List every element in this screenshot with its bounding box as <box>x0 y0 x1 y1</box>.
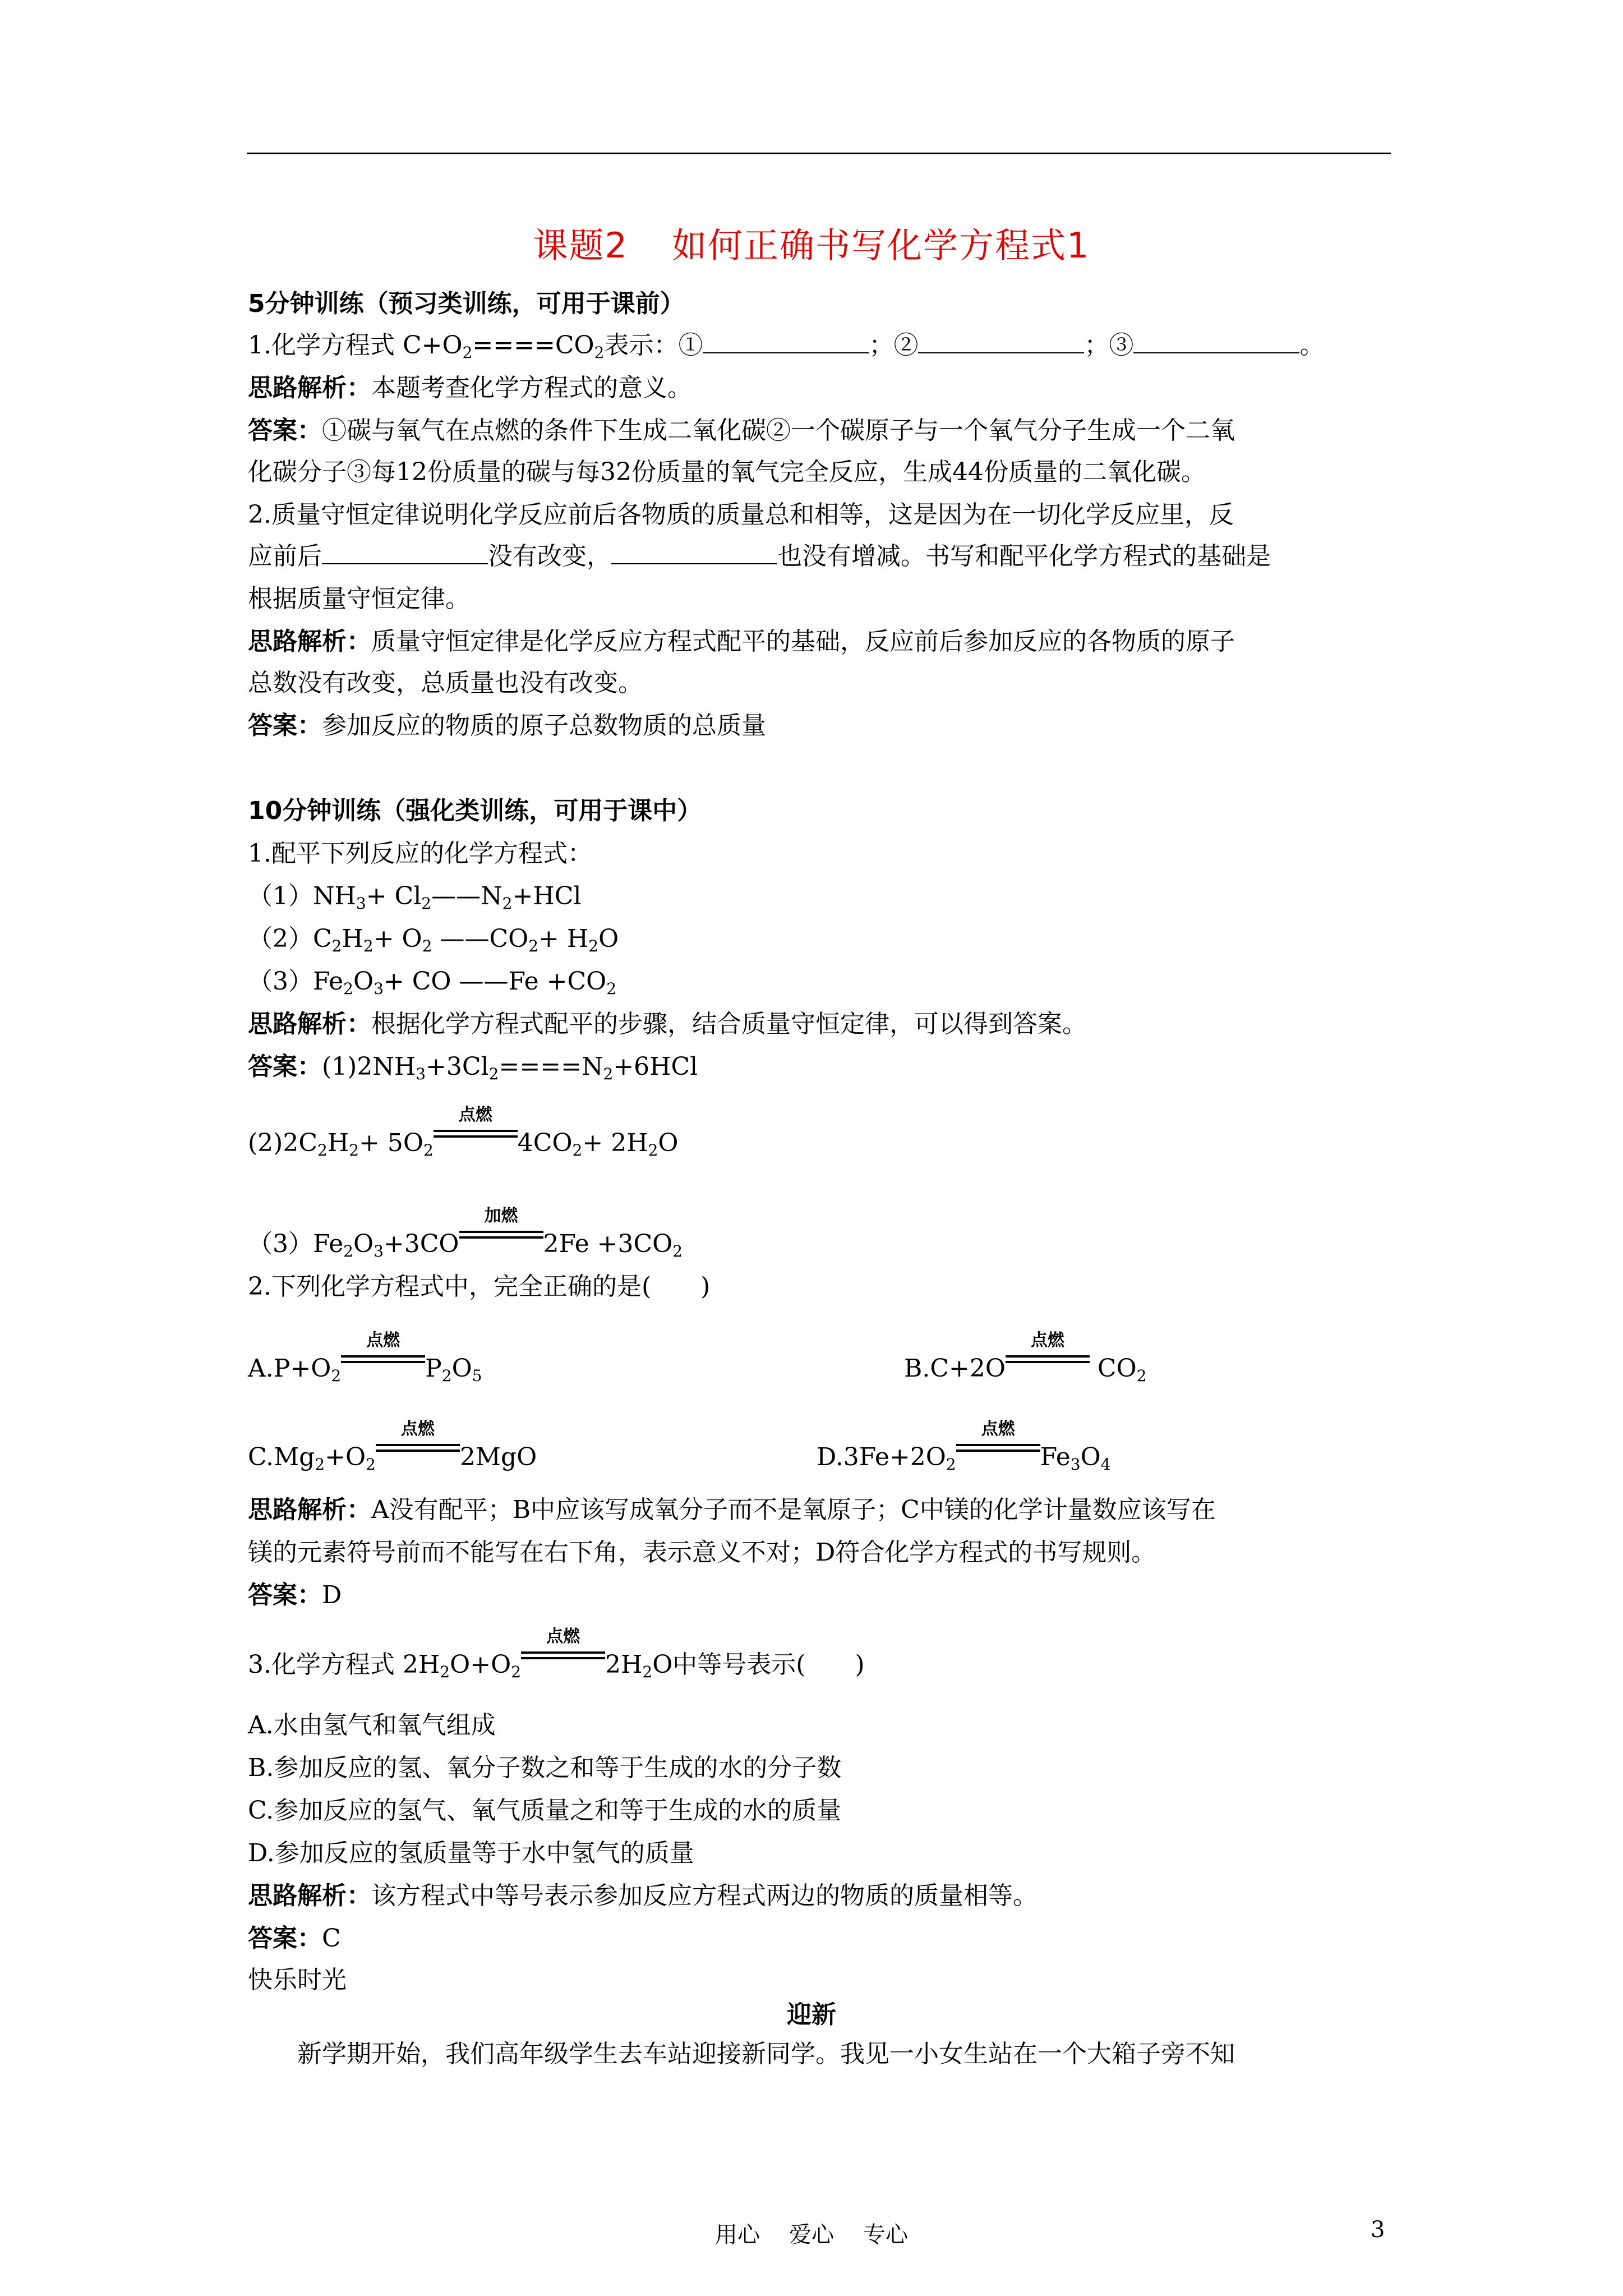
section-heading-5min: 5分钟训练（预习类训练，可用于课前） <box>248 289 685 318</box>
answer-blank[interactable] <box>322 543 488 564</box>
answer-blank[interactable] <box>1133 332 1299 353</box>
question-2: 2.质量守恒定律说明化学反应前后各物质的质量总和相等，这是因为在一切化学反应里，反 <box>248 500 1234 529</box>
reaction-equals: 点燃 <box>376 1442 460 1473</box>
page-title <box>0 218 1623 268</box>
analysis-2-cont: 总数没有改变，总质量也没有改变。 <box>248 669 643 697</box>
reaction-equals: 加燃 <box>459 1228 543 1260</box>
analysis-s2-2-cont: 镁的元素符号前而不能写在右下角，表示意义不对；D符合化学方程式的书写规则。 <box>248 1538 1156 1567</box>
question-s2-3: 3.化学方程式 $2H_2O+O_2$ 点燃 $2H_2O$中等号表示( ) <box>248 1627 865 1681</box>
q3-option-c: C.参加反应的氢气、氧气质量之和等于生成的水的质量 <box>248 1796 842 1825</box>
section-heading-10min: 10分钟训练（强化类训练，可用于课中） <box>248 797 702 825</box>
reaction-equals: 点燃 <box>956 1442 1040 1473</box>
answer-2: 答案：参加反应的物质的原子总数物质的总质量 <box>248 711 766 740</box>
option-d: $D.3Fe+2O_2$ 点燃 $Fe_3O_4$ <box>817 1419 1111 1474</box>
reaction-equals: 点燃 <box>521 1649 605 1681</box>
q3-option-d: D.参加反应的氢质量等于水中氢气的质量 <box>248 1839 694 1867</box>
answer-s2-2: 答案：D <box>248 1581 342 1609</box>
story-text: 新学期开始，我们高年级学生去车站迎接新同学。我见一小女生站在一个大箱子旁不知 <box>297 2040 1235 2068</box>
reaction-equals: 点燃 <box>341 1353 425 1384</box>
happy-time-label: 快乐时光 <box>248 1966 347 1994</box>
title-lesson: 课题2 <box>533 225 628 266</box>
question-1: 1.化学方程式 $C+O_2====CO_2$表示：① ；② ；③ 。 <box>248 331 1325 362</box>
title-topic: 如何正确书写化学方程式1 <box>672 225 1090 266</box>
analysis-s2-2: 思路解析：A没有配平；B中应该写成氧分子而不是氧原子；C中镁的化学计量数应该写在 <box>248 1496 1216 1524</box>
footer-slogan: 用心 爱心 专心 <box>715 2222 908 2248</box>
story-title: 迎新 <box>787 2000 836 2029</box>
reaction-equals: 点燃 <box>1006 1353 1090 1384</box>
option-b: B.C+2O 点燃 $CO_2$ <box>904 1331 1147 1385</box>
answer-s2-1b: $(2)2C_2H_2+ 5O_2$ 点燃 $4CO_2+ 2H_2O$ <box>248 1105 679 1159</box>
analysis-s2-1: 思路解析：根据化学方程式配平的步骤，结合质量守恒定律，可以得到答案。 <box>248 1010 1087 1038</box>
answer-blank[interactable] <box>703 332 869 353</box>
question-2-cont2: 根据质量守恒定律。 <box>248 585 470 613</box>
analysis-s2-3: 思路解析：该方程式中等号表示参加反应方程式两边的物质的质量相等。 <box>248 1881 1038 1910</box>
option-c: $C.Mg_2+O_2$ 点燃 2MgO <box>248 1419 537 1474</box>
answer-blank[interactable] <box>611 543 777 564</box>
equation-2: $(2)C_2H_2+ O_2$ $——CO_2+ H_2O$ <box>248 924 619 955</box>
answer-s2-1: 答案：$(1)2NH_3+3Cl_2====N_2+6HCl$ <box>248 1052 698 1083</box>
answer-1-cont: 化碳分子③每12份质量的碳与每32份质量的氧气完全反应，生成44份质量的二氧化碳。 <box>248 458 1206 486</box>
answer-s2-3: 答案：C <box>248 1924 341 1953</box>
q3-option-a: A.水由氢气和氧气组成 <box>248 1711 496 1740</box>
option-a: $A.P+O_2$ 点燃 $P_2O_5$ <box>248 1331 482 1385</box>
q3-option-b: B.参加反应的氢、氧分子数之和等于生成的水的分子数 <box>248 1754 842 1782</box>
analysis-2: 思路解析：质量守恒定律是化学反应方程式配平的基础，反应前后参加反应的各物质的原子 <box>248 627 1235 656</box>
header-rule <box>247 153 1391 154</box>
analysis-1: 思路解析：本题考查化学方程式的意义。 <box>248 374 692 402</box>
equation-1: $(1)NH_3+$ $Cl_2——N_2+HCl$ <box>248 882 582 913</box>
page-number: 3 <box>1371 2217 1385 2243</box>
equation-3: $(3)Fe_2O_3+$ CO ——Fe $+CO_2$ <box>248 967 617 998</box>
question-s2-2: 2.下列化学方程式中，完全正确的是( ) <box>248 1272 711 1301</box>
question-2-cont: 应前后 没有改变， 也没有增减。书写和配平化学方程式的基础是 <box>248 542 1271 570</box>
answer-1: 答案：①碳与氧气在点燃的条件下生成二氧化碳②一个碳原子与一个氧气分子生成一个二氧 <box>248 416 1235 445</box>
answer-s2-1c: $(3)Fe_2O_3+3CO$ 加燃 $2Fe +3CO_2$ <box>248 1206 683 1260</box>
reaction-equals: 点燃 <box>434 1128 518 1159</box>
question-s2-1: 1.配平下列反应的化学方程式： <box>248 839 592 868</box>
answer-blank[interactable] <box>918 332 1084 353</box>
